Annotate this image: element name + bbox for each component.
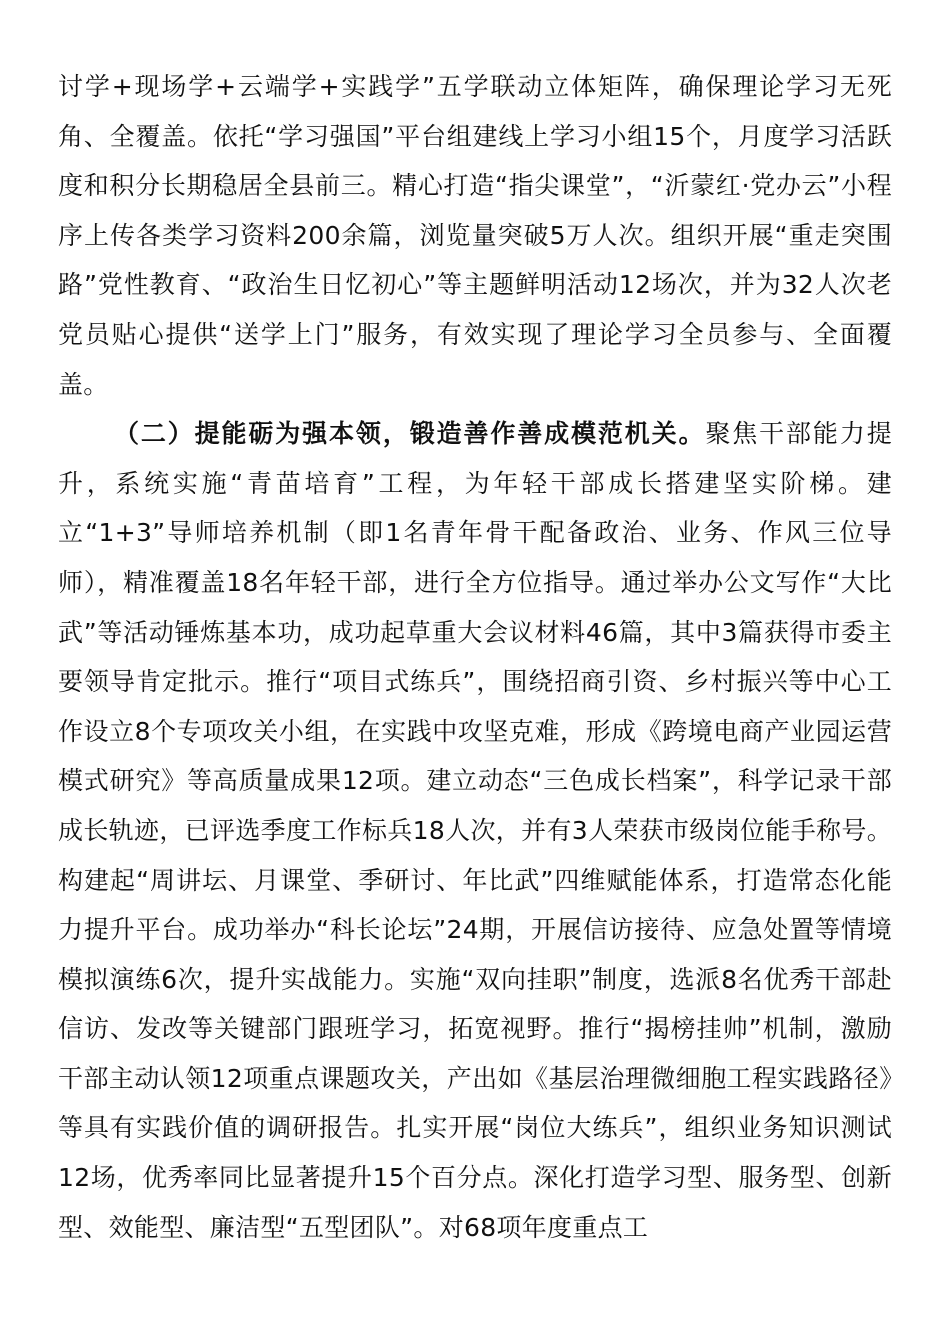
document-page — [58, 62, 892, 1252]
paragraph-2 — [58, 409, 892, 1252]
paragraph-2-body: 聚焦干部能力提升，系统实施“青苗培育”工程，为年轻干部成长搭建坚实阶梯。建立“1+3”导师培养机制（即1名青年骨干配备政治、业务、作风三位导师），精准覆盖18名年轻干部，进行全方位指导。通过举办公文写作“大比武”等活动锤炼基本功，成功起草重大会议材料46篇，其中3篇获得市委主要领导肯定批示。推行“项目式练兵”，围绕招商引资、乡村振兴等中心工作设立8个专项攻关小组，在实践中攻坚克难，形成《跨境电商产业园运营模式研究》等高质量成果12项。建立动态“三色成长档案”，科学记录干部成长轨迹，已评选季度工作标兵18人次，并有3人荣获市级岗位能手称号。构建起“周讲坛、月课堂、季研讨、年比武”四维赋能体系，打造常态化能力提升平台。成功举办“科长论坛”24期，开展信访接待、应急处置等情境模拟演练6次，提升实战能力。实施“双向挂职”制度，选派8名优秀干部赴信访、发改等关键部门跟班学习，拓宽视野。推行“揭榜挂帅”机制，激励干部主动认领12项重点课题攻关，产出如《基层治理微细胞工程实践路径》等具有实践价值的调研报告。扎实开展“岗位大练兵”，组织业务知识测试12场，优秀率同比显著提升15个百分点。深化打造学习型、服务型、创新型、效能型、廉洁型“五型团队”。对68项年度重点工 — [58, 419, 892, 1242]
section-heading: （二）提能砺为强本领，锻造善作善成模范机关。 — [114, 419, 706, 449]
paragraph-1: 讨学+现场学+云端学+实践学”五学联动立体矩阵，确保理论学习无死角、全覆盖。依托“学习强国”平台组建线上学习小组15个，月度学习活跃度和积分长期稳居全县前三。精心打造“指尖课堂”，“沂蒙红·党办云”小程序上传各类学习资料200余篇，浏览量突破5万人次。组织开展“重走突围路”党性教育、“政治生日忆初心”等主题鲜明活动12场次，并为32人次老党员贴心提供“送学上门”服务，有效实现了理论学习全员参与、全面覆盖。 — [58, 72, 892, 399]
